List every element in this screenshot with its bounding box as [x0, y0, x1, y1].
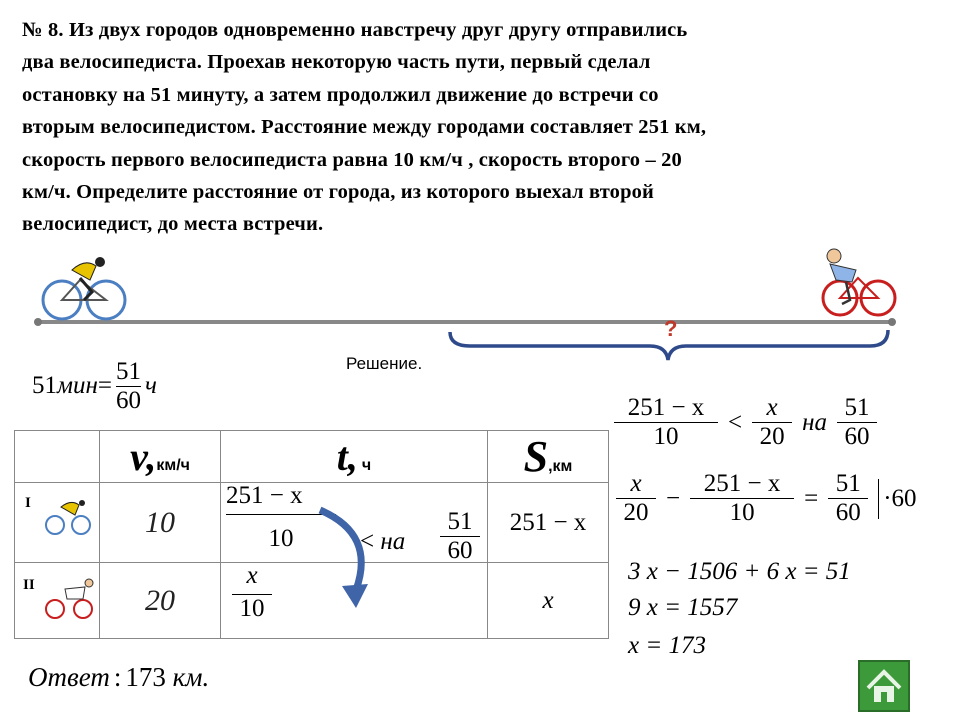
row-label: II [23, 577, 35, 593]
fraction-den: 20 [759, 423, 785, 450]
eq2-frac-b [690, 470, 794, 527]
fraction-num: x [630, 470, 642, 497]
time-fraction-2 [232, 562, 272, 623]
fraction-num: 251 − x [703, 470, 781, 497]
v-cell [100, 483, 221, 563]
problem-line: вторым велосипедистом. Расстояние между городами составляет 251 км, [22, 116, 707, 139]
fraction-num: x [766, 394, 778, 421]
header-t-symbol: t, [336, 434, 358, 479]
header-s-unit: ,км [548, 458, 573, 475]
header-v-unit: км/ч [156, 457, 190, 474]
eq2-frac-c [828, 470, 868, 527]
speed-value: 10 [145, 505, 175, 539]
problem-statement [22, 14, 942, 241]
answer-value: 173 [125, 662, 166, 692]
fraction-num: 251 − x [627, 394, 705, 421]
fraction-den: 10 [729, 499, 755, 526]
distance-value: 251 − x [509, 508, 587, 536]
compare-fraction [440, 508, 480, 565]
s-cell [488, 483, 609, 563]
fraction-den: 10 [268, 525, 294, 552]
fraction-den: 20 [623, 499, 649, 526]
equation-line-5: x = 173 [628, 632, 706, 659]
header-v-symbol: v, [130, 434, 157, 479]
fraction-den: 10 [239, 595, 265, 622]
corner-cell [15, 431, 100, 483]
answer-unit: км. [172, 662, 210, 692]
header-s-symbol: S [523, 432, 549, 481]
problem-line: остановку на 51 минуту, а затем продолжил движение до встречи со [22, 83, 659, 106]
home-button[interactable] [858, 660, 910, 712]
conversion-unit: ч [144, 372, 157, 399]
header-v [100, 431, 221, 483]
equation-line-4: 9 x = 1557 [628, 594, 738, 621]
header-t [221, 431, 488, 483]
conversion-fraction [116, 358, 141, 415]
conversion-value: 51 [32, 372, 57, 399]
problem-line: скорость первого велосипедиста равна 10 км/ч , скорость второго – 20 [22, 148, 682, 171]
fraction-num: x [246, 562, 258, 589]
solution-label: Решение. [346, 354, 423, 373]
problem-line: велосипедист, до места встречи. [22, 213, 324, 236]
answer-label: Ответ [28, 662, 110, 692]
fraction-den: 60 [844, 423, 870, 450]
eq1-frac-b [752, 394, 792, 451]
cyclist-left-icon [43, 257, 125, 319]
problem-line: два велосипедиста. Проехав некоторую часть пути, первый сделал [22, 51, 651, 74]
conversion-formula [32, 346, 157, 426]
header-s [488, 431, 609, 483]
fraction-num: 51 [115, 357, 141, 385]
fraction-den: 60 [115, 386, 141, 414]
minus-sign: − [666, 484, 681, 512]
conversion-eq: = [97, 372, 112, 399]
cyclist-small-icon [45, 497, 93, 537]
v-cell [100, 563, 221, 639]
less-than-sign: < [360, 528, 375, 555]
equation-1 [614, 394, 877, 451]
cyclist-right-icon [823, 249, 895, 315]
eq2-frac-a [616, 470, 656, 527]
fraction-num: 51 [835, 470, 861, 497]
problem-line: км/ч. Определите расстояние от города, из которого выехал второй [22, 181, 654, 204]
city-b-dot [888, 318, 896, 326]
equals-sign: = [804, 484, 819, 512]
header-t-unit: ч [361, 457, 372, 474]
fraction-num: 51 [844, 394, 870, 421]
row-label-cell [15, 483, 100, 563]
less-than-sign: < [728, 408, 743, 436]
fraction-num: 251 − x [226, 482, 303, 509]
fraction-den: 10 [653, 423, 679, 450]
question-mark: ? [664, 316, 678, 341]
answer-colon: : [113, 662, 122, 692]
multiply-by: ·60 [878, 479, 916, 519]
problem-line: № 8. Из двух городов одновременно навстречу друг другу отправились [22, 19, 688, 41]
compare-word: на [380, 528, 406, 555]
row-label: I [25, 495, 31, 511]
curved-arrow-icon [310, 504, 390, 614]
equation-line-3: 3 x − 1506 + 6 x = 51 [628, 558, 851, 585]
fraction-num: 51 [447, 508, 473, 535]
speed-value: 20 [145, 583, 175, 617]
equation-2 [616, 470, 917, 527]
answer-line [28, 662, 209, 693]
eq1-frac-c [837, 394, 877, 451]
fraction-den: 60 [835, 499, 861, 526]
s-cell [488, 563, 609, 639]
city-a-dot [34, 318, 42, 326]
fraction-den: 60 [447, 537, 473, 564]
eq1-frac-a [614, 394, 718, 451]
distance-value: x [542, 586, 554, 614]
row-label-cell [15, 563, 100, 639]
conversion-unit-word: мин [57, 372, 98, 399]
cyclist-small-icon [43, 577, 95, 621]
compare-word: на [802, 408, 828, 436]
home-icon [860, 662, 908, 710]
